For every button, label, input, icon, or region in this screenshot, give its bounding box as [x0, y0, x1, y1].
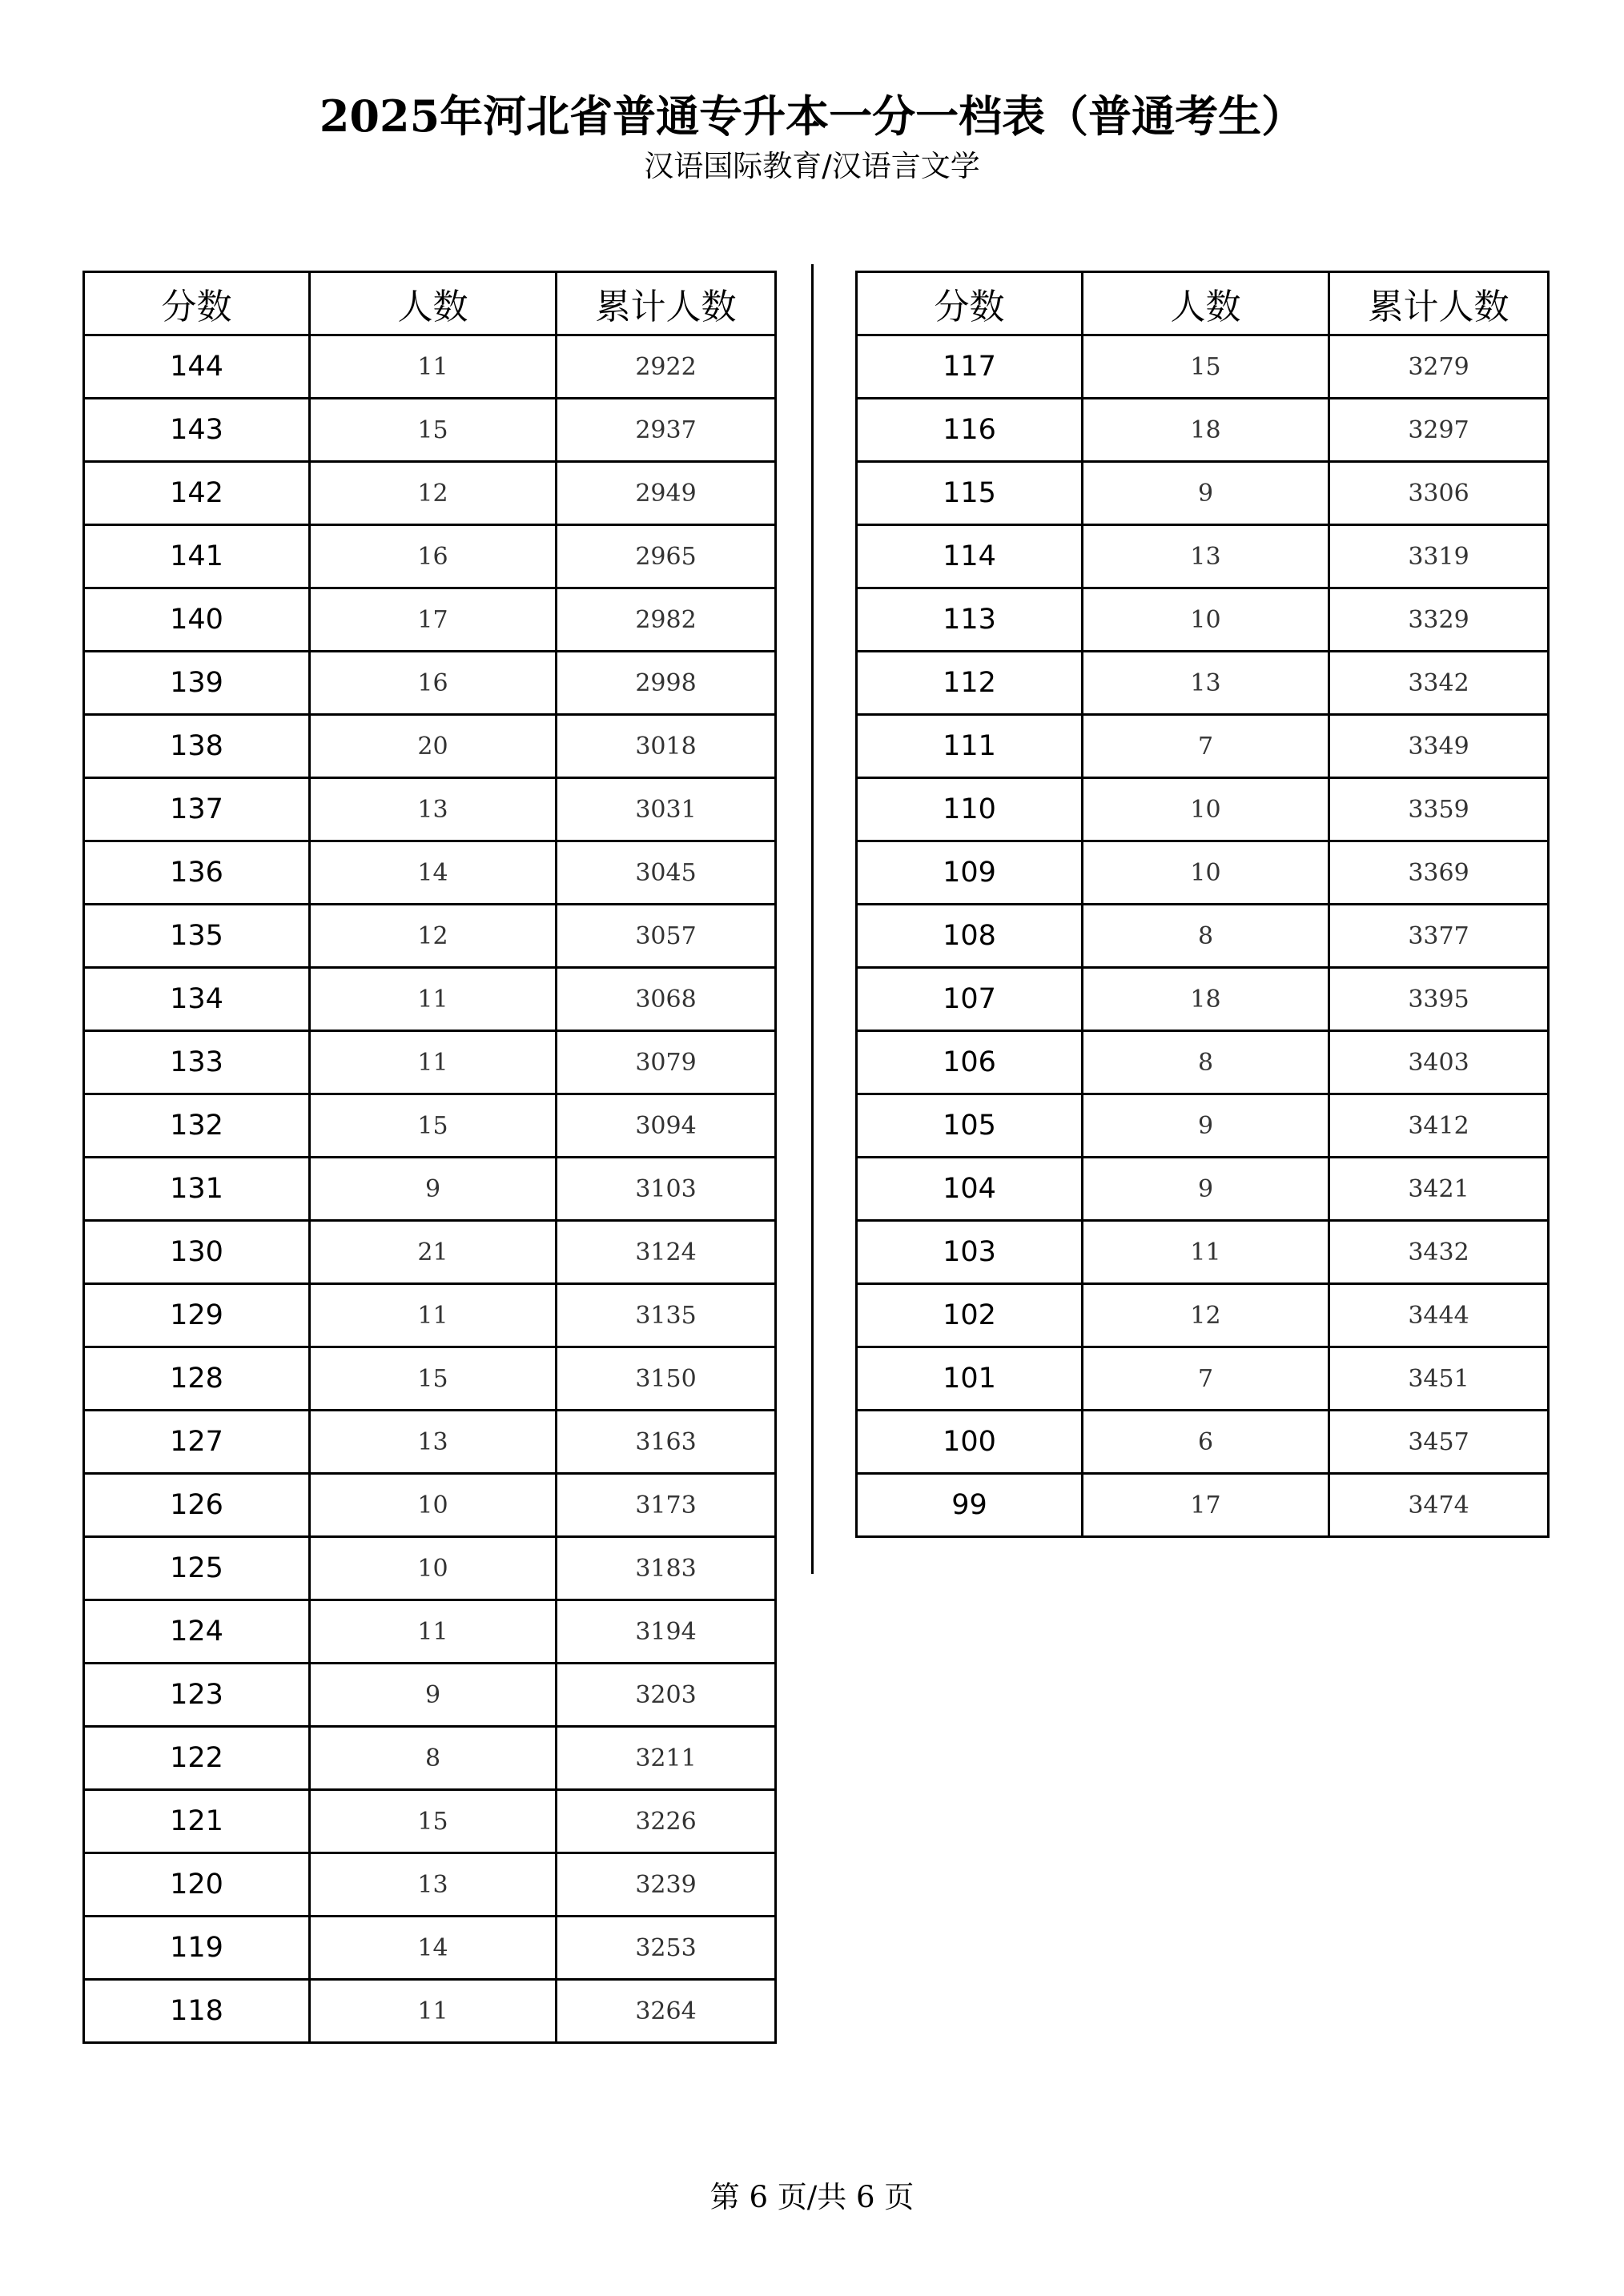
score-cell: 113 — [857, 588, 1083, 652]
score-cell: 120 — [84, 1853, 310, 1917]
score-cell: 126 — [84, 1474, 310, 1537]
score-cell: 115 — [857, 462, 1083, 525]
cumulative-cell: 3124 — [557, 1221, 776, 1284]
score-cell: 103 — [857, 1221, 1083, 1284]
count-cell: 11 — [310, 335, 557, 399]
count-cell: 18 — [1083, 968, 1329, 1031]
score-cell: 130 — [84, 1221, 310, 1284]
score-cell: 107 — [857, 968, 1083, 1031]
score-cell: 143 — [84, 399, 310, 462]
count-cell: 10 — [310, 1537, 557, 1600]
count-cell: 11 — [310, 1284, 557, 1347]
count-cell: 15 — [310, 1790, 557, 1853]
cumulative-cell: 3421 — [1329, 1158, 1549, 1221]
score-cell: 101 — [857, 1347, 1083, 1411]
table-row — [84, 778, 776, 841]
count-cell: 18 — [1083, 399, 1329, 462]
cumulative-cell: 3342 — [1329, 652, 1549, 715]
cumulative-cell: 3068 — [557, 968, 776, 1031]
cumulative-cell: 3264 — [557, 1980, 776, 2043]
score-table-right — [855, 271, 1550, 1538]
count-cell: 9 — [310, 1664, 557, 1727]
score-cell: 109 — [857, 841, 1083, 905]
count-cell: 8 — [1083, 905, 1329, 968]
table-row — [84, 652, 776, 715]
count-cell: 11 — [310, 1980, 557, 2043]
score-cell: 141 — [84, 525, 310, 588]
score-cell: 106 — [857, 1031, 1083, 1094]
count-cell: 12 — [310, 462, 557, 525]
table-row — [84, 1980, 776, 2043]
score-cell: 100 — [857, 1411, 1083, 1474]
cumulative-cell: 3297 — [1329, 399, 1549, 462]
table-row — [857, 525, 1549, 588]
cumulative-cell: 3163 — [557, 1411, 776, 1474]
score-cell: 122 — [84, 1727, 310, 1790]
score-cell: 131 — [84, 1158, 310, 1221]
table-row — [857, 1221, 1549, 1284]
cumulative-cell: 3253 — [557, 1917, 776, 1980]
count-cell: 10 — [1083, 841, 1329, 905]
count-cell: 15 — [310, 1094, 557, 1158]
score-cell: 121 — [84, 1790, 310, 1853]
count-cell: 7 — [1083, 1347, 1329, 1411]
score-cell: 119 — [84, 1917, 310, 1980]
table-row — [84, 1917, 776, 1980]
count-cell: 14 — [310, 1917, 557, 1980]
score-cell: 117 — [857, 335, 1083, 399]
header-count: 人数 — [310, 272, 557, 335]
cumulative-cell: 3211 — [557, 1727, 776, 1790]
table-row — [857, 1347, 1549, 1411]
header-cumulative: 累计人数 — [557, 272, 776, 335]
table-row — [84, 1790, 776, 1853]
table-row — [84, 1347, 776, 1411]
cumulative-cell: 3057 — [557, 905, 776, 968]
table-row — [857, 841, 1549, 905]
cumulative-cell: 2982 — [557, 588, 776, 652]
cumulative-cell: 3183 — [557, 1537, 776, 1600]
score-cell: 102 — [857, 1284, 1083, 1347]
count-cell: 13 — [1083, 525, 1329, 588]
table-row — [84, 1600, 776, 1664]
score-cell: 128 — [84, 1347, 310, 1411]
count-cell: 9 — [310, 1158, 557, 1221]
count-cell: 17 — [1083, 1474, 1329, 1537]
score-cell: 104 — [857, 1158, 1083, 1221]
table-row — [84, 715, 776, 778]
table-row — [857, 1284, 1549, 1347]
page-subtitle: 汉语国际教育/汉语言文学 — [644, 149, 980, 183]
score-cell: 116 — [857, 399, 1083, 462]
header-score: 分数 — [857, 272, 1083, 335]
score-cell: 134 — [84, 968, 310, 1031]
count-cell: 9 — [1083, 462, 1329, 525]
count-cell: 8 — [1083, 1031, 1329, 1094]
score-cell: 125 — [84, 1537, 310, 1600]
table-row — [857, 399, 1549, 462]
count-cell: 10 — [310, 1474, 557, 1537]
cumulative-cell: 3395 — [1329, 968, 1549, 1031]
score-cell: 144 — [84, 335, 310, 399]
count-cell: 10 — [1083, 778, 1329, 841]
count-cell: 17 — [310, 588, 557, 652]
table-row — [84, 399, 776, 462]
cumulative-cell: 3150 — [557, 1347, 776, 1411]
score-cell: 112 — [857, 652, 1083, 715]
table-row — [84, 1727, 776, 1790]
table-row — [84, 968, 776, 1031]
score-cell: 105 — [857, 1094, 1083, 1158]
score-cell: 136 — [84, 841, 310, 905]
score-cell: 99 — [857, 1474, 1083, 1537]
score-cell: 133 — [84, 1031, 310, 1094]
table-row — [857, 968, 1549, 1031]
cumulative-cell: 3018 — [557, 715, 776, 778]
header-cumulative: 累计人数 — [1329, 272, 1549, 335]
count-cell: 15 — [1083, 335, 1329, 399]
cumulative-cell: 2998 — [557, 652, 776, 715]
score-cell: 132 — [84, 1094, 310, 1158]
cumulative-cell: 3359 — [1329, 778, 1549, 841]
score-cell: 140 — [84, 588, 310, 652]
count-cell: 13 — [310, 1853, 557, 1917]
score-cell: 118 — [84, 1980, 310, 2043]
score-cell: 138 — [84, 715, 310, 778]
cumulative-cell: 3432 — [1329, 1221, 1549, 1284]
table-row — [84, 1158, 776, 1221]
count-cell: 10 — [1083, 588, 1329, 652]
score-cell: 142 — [84, 462, 310, 525]
count-cell: 16 — [310, 525, 557, 588]
count-cell: 13 — [1083, 652, 1329, 715]
table-row — [84, 1474, 776, 1537]
count-cell: 12 — [1083, 1284, 1329, 1347]
cumulative-cell: 3403 — [1329, 1031, 1549, 1094]
score-cell: 127 — [84, 1411, 310, 1474]
count-cell: 14 — [310, 841, 557, 905]
header-row — [84, 272, 776, 335]
count-cell: 9 — [1083, 1158, 1329, 1221]
score-table-left — [82, 271, 777, 2044]
cumulative-cell: 3103 — [557, 1158, 776, 1221]
cumulative-cell: 3474 — [1329, 1474, 1549, 1537]
cumulative-cell: 3369 — [1329, 841, 1549, 905]
table-row — [84, 1284, 776, 1347]
table-row — [84, 335, 776, 399]
score-cell: 129 — [84, 1284, 310, 1347]
cumulative-cell: 3045 — [557, 841, 776, 905]
page-title: 2025年河北省普通专升本一分一档表（普通考生） — [319, 90, 1305, 142]
header-row — [857, 272, 1549, 335]
score-cell: 124 — [84, 1600, 310, 1664]
score-cell: 135 — [84, 905, 310, 968]
count-cell: 13 — [310, 778, 557, 841]
count-cell: 11 — [310, 1600, 557, 1664]
count-cell: 20 — [310, 715, 557, 778]
cumulative-cell: 3412 — [1329, 1094, 1549, 1158]
table-row — [857, 1411, 1549, 1474]
table-row — [84, 905, 776, 968]
table-row — [84, 841, 776, 905]
score-cell: 110 — [857, 778, 1083, 841]
table-row — [84, 1853, 776, 1917]
cumulative-cell: 3226 — [557, 1790, 776, 1853]
cumulative-cell: 2949 — [557, 462, 776, 525]
table-row — [857, 1474, 1549, 1537]
score-cell: 139 — [84, 652, 310, 715]
cumulative-cell: 3194 — [557, 1600, 776, 1664]
score-cell: 114 — [857, 525, 1083, 588]
table-row — [84, 1031, 776, 1094]
count-cell: 15 — [310, 399, 557, 462]
cumulative-cell: 3279 — [1329, 335, 1549, 399]
table-row — [857, 588, 1549, 652]
score-cell: 111 — [857, 715, 1083, 778]
count-cell: 12 — [310, 905, 557, 968]
table-row — [84, 525, 776, 588]
cumulative-cell: 3239 — [557, 1853, 776, 1917]
cumulative-cell: 2922 — [557, 335, 776, 399]
cumulative-cell: 2965 — [557, 525, 776, 588]
count-cell: 9 — [1083, 1094, 1329, 1158]
cumulative-cell: 3094 — [557, 1094, 776, 1158]
cumulative-cell: 3306 — [1329, 462, 1549, 525]
table-row — [84, 1411, 776, 1474]
table-row — [857, 1031, 1549, 1094]
page-footer: 第 6 页/共 6 页 — [709, 2180, 915, 2214]
count-cell: 11 — [1083, 1221, 1329, 1284]
table-row — [857, 715, 1549, 778]
cumulative-cell: 3173 — [557, 1474, 776, 1537]
score-cell: 108 — [857, 905, 1083, 968]
count-cell: 13 — [310, 1411, 557, 1474]
table-row — [857, 1158, 1549, 1221]
count-cell: 6 — [1083, 1411, 1329, 1474]
table-row — [857, 335, 1549, 399]
table-row — [84, 462, 776, 525]
count-cell: 7 — [1083, 715, 1329, 778]
table-row — [857, 652, 1549, 715]
score-cell: 137 — [84, 778, 310, 841]
cumulative-cell: 3079 — [557, 1031, 776, 1094]
cumulative-cell: 3377 — [1329, 905, 1549, 968]
cumulative-cell: 3319 — [1329, 525, 1549, 588]
count-cell: 21 — [310, 1221, 557, 1284]
table-row — [84, 1664, 776, 1727]
header-score: 分数 — [84, 272, 310, 335]
cumulative-cell: 3329 — [1329, 588, 1549, 652]
cumulative-cell: 3135 — [557, 1284, 776, 1347]
column-divider — [811, 264, 814, 1574]
table-row — [84, 1094, 776, 1158]
score-cell: 123 — [84, 1664, 310, 1727]
table-row — [857, 905, 1549, 968]
count-cell: 11 — [310, 968, 557, 1031]
count-cell: 8 — [310, 1727, 557, 1790]
table-row — [857, 1094, 1549, 1158]
cumulative-cell: 3031 — [557, 778, 776, 841]
table-row — [857, 778, 1549, 841]
cumulative-cell: 2937 — [557, 399, 776, 462]
header-count: 人数 — [1083, 272, 1329, 335]
table-body-left — [84, 335, 776, 2043]
table-body-right — [857, 335, 1549, 1537]
table-row — [84, 1537, 776, 1600]
table-row — [857, 462, 1549, 525]
count-cell: 16 — [310, 652, 557, 715]
cumulative-cell: 3457 — [1329, 1411, 1549, 1474]
count-cell: 15 — [310, 1347, 557, 1411]
count-cell: 11 — [310, 1031, 557, 1094]
table-row — [84, 588, 776, 652]
cumulative-cell: 3203 — [557, 1664, 776, 1727]
cumulative-cell: 3444 — [1329, 1284, 1549, 1347]
cumulative-cell: 3349 — [1329, 715, 1549, 778]
table-row — [84, 1221, 776, 1284]
cumulative-cell: 3451 — [1329, 1347, 1549, 1411]
